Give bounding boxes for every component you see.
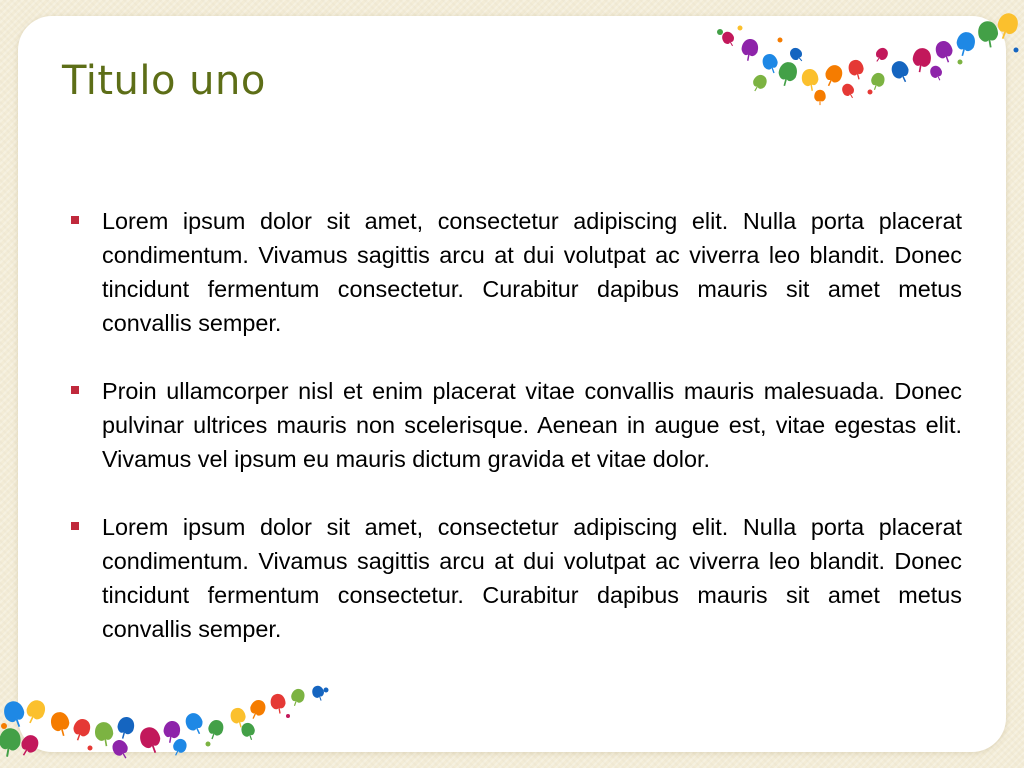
slide-title: Titulo uno bbox=[62, 58, 266, 104]
leaf-icon bbox=[70, 717, 93, 743]
dot-icon bbox=[738, 26, 743, 31]
leaf-icon bbox=[205, 718, 226, 742]
slide-card bbox=[18, 16, 1006, 752]
leaf-icon bbox=[49, 710, 73, 738]
bullet-text: Lorem ipsum dolor sit amet, consectetur adipiscing elit. Nulla porta placerat condimentum. Vivamus sagittis arcu at dui volutpat ac viverra leo blandit. Donec tincidunt fermentum consectetur. Curabitur dapibus mauris sit amet metus convallis semper. bbox=[102, 208, 962, 336]
leaf-icon bbox=[993, 10, 1020, 42]
bullet-text: Lorem ipsum dolor sit amet, consectetur adipiscing elit. Nulla porta placerat condimentum. Vivamus sagittis arcu at dui volutpat ac viverra leo blandit. Donec tincidunt fermentum consectetur. Curabitur dapibus mauris sit amet metus convallis semper. bbox=[102, 514, 962, 642]
bullet-item bbox=[68, 374, 962, 476]
leaf-icon bbox=[800, 68, 820, 93]
leaf-icon bbox=[954, 30, 978, 58]
leaf-icon bbox=[137, 724, 164, 756]
leaf-icon bbox=[269, 693, 287, 715]
square-bullet-icon bbox=[71, 386, 79, 394]
bullet-item bbox=[68, 510, 962, 646]
leaf-icon bbox=[776, 60, 800, 88]
dot-icon bbox=[958, 60, 963, 65]
leaf-icon bbox=[847, 58, 866, 81]
square-bullet-icon bbox=[71, 522, 79, 530]
dot-icon bbox=[1014, 48, 1019, 53]
leaf-icon bbox=[288, 687, 306, 708]
leaf-icon bbox=[814, 90, 825, 105]
leaf-icon bbox=[749, 72, 769, 94]
leaf-icon bbox=[788, 45, 807, 64]
dot-icon bbox=[868, 90, 873, 95]
dot-icon bbox=[206, 742, 211, 747]
leaf-icon bbox=[110, 737, 133, 762]
leaf-icon bbox=[170, 737, 189, 758]
bullet-list bbox=[68, 204, 962, 680]
leaf-icon bbox=[928, 64, 945, 83]
dot-icon bbox=[717, 29, 723, 35]
leaf-icon bbox=[0, 727, 23, 759]
leaf-icon bbox=[310, 684, 326, 702]
bullet-text: Proin ullamcorper nisl et enim placerat vitae convallis mauris malesuada. Donec pulvinar ultrices mauris non scelerisque. Aenean in augue est, vitae egestas elit. Vivamus vel ipsum eu mauris dictum gravida et vitae dolor. bbox=[102, 378, 962, 472]
leaf-icon bbox=[93, 721, 115, 748]
leaf-icon bbox=[246, 698, 268, 722]
leaf-garland-bottom-icon bbox=[0, 682, 340, 768]
leaf-icon bbox=[22, 697, 49, 727]
leaf-garland-top-icon bbox=[710, 10, 1024, 110]
dot-icon bbox=[88, 746, 93, 751]
leaf-icon bbox=[183, 710, 207, 737]
square-bullet-icon bbox=[71, 216, 79, 224]
leaf-icon bbox=[115, 715, 137, 740]
leaf-icon bbox=[976, 20, 1000, 49]
dot-icon bbox=[1, 723, 7, 729]
leaf-icon bbox=[840, 82, 858, 101]
leaf-icon bbox=[872, 46, 890, 65]
leaf-icon bbox=[239, 721, 257, 742]
dot-icon bbox=[324, 688, 329, 693]
leaf-icon bbox=[889, 58, 913, 85]
leaf-icon bbox=[911, 47, 933, 74]
leaf-icon bbox=[16, 732, 41, 759]
leaf-icon bbox=[821, 62, 845, 89]
leaf-icon bbox=[740, 38, 760, 63]
leaf-icon bbox=[933, 39, 956, 65]
leaf-icon bbox=[760, 52, 781, 76]
dot-icon bbox=[286, 714, 290, 718]
bullet-item bbox=[68, 204, 962, 340]
dot-icon bbox=[778, 38, 783, 43]
leaf-icon bbox=[868, 71, 886, 92]
